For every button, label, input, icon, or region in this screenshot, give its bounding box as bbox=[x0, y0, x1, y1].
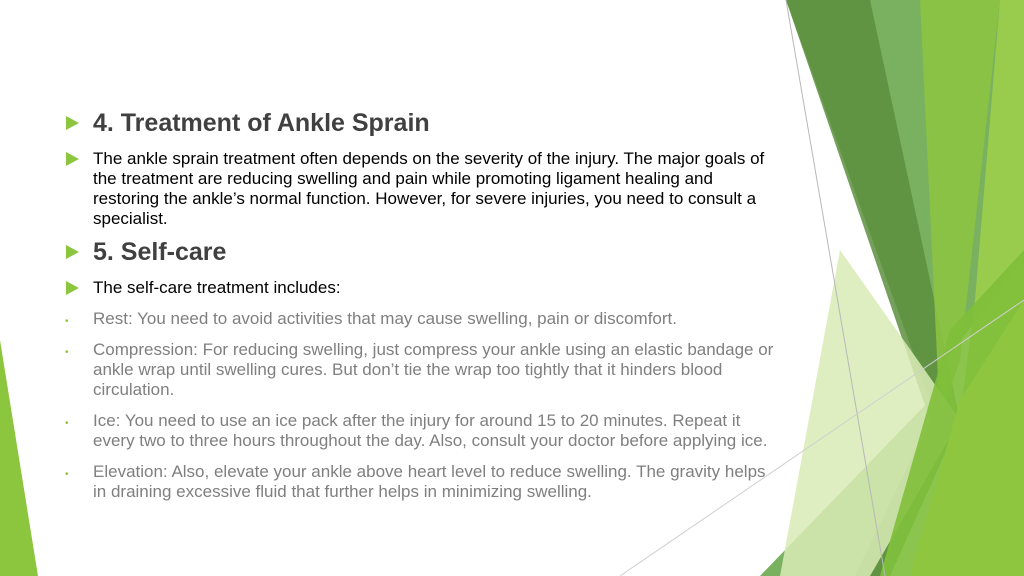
sub-bullet-row bbox=[62, 411, 782, 451]
dot-icon: • bbox=[65, 316, 69, 327]
dot-icon: • bbox=[65, 418, 69, 429]
sub-bullet-text: Ice: You need to use an ice pack after the injury for around 15 to 20 minutes. Repeat it every two to three hours throughout the day. Also, consult your doctor before applying ice. bbox=[93, 411, 768, 450]
play-triangle-icon bbox=[66, 245, 79, 259]
bullet-row bbox=[62, 149, 782, 229]
sub-bullet-row bbox=[62, 462, 782, 502]
bullet-text: The ankle sprain treatment often depends on the severity of the injury. The major goals of the treatment are reducing swelling and pain while promoting ligament healing and restoring the ankle’s normal function. However, for severe injuries, you need to consult a specialist. bbox=[93, 149, 765, 228]
play-triangle-icon bbox=[66, 281, 79, 295]
bullet-row bbox=[62, 278, 782, 298]
sub-bullet-text: Compression: For reducing swelling, just compress your ankle using an elastic bandage or ankle wrap until swelling cures. But don’t tie the wrap too tightly that it hinders blood circulation. bbox=[93, 340, 774, 399]
heading-row bbox=[62, 237, 782, 267]
dot-icon: • bbox=[65, 469, 69, 480]
slide-content bbox=[62, 108, 782, 502]
sub-bullet-row bbox=[62, 309, 782, 329]
heading-row bbox=[62, 108, 782, 138]
bullet-text: The self-care treatment includes: bbox=[93, 278, 341, 297]
sub-bullet-text: Rest: You need to avoid activities that may cause swelling, pain or discomfort. bbox=[93, 309, 677, 328]
section-heading: 4. Treatment of Ankle Sprain bbox=[93, 109, 430, 137]
decor-shape bbox=[0, 340, 38, 576]
play-triangle-icon bbox=[66, 152, 79, 166]
sub-bullet-row bbox=[62, 340, 782, 400]
section-heading: 5. Self-care bbox=[93, 238, 227, 266]
play-triangle-icon bbox=[66, 116, 79, 130]
sub-bullet-text: Elevation: Also, elevate your ankle above heart level to reduce swelling. The gravity helps in draining excessive fluid that further helps in minimizing swelling. bbox=[93, 462, 766, 501]
dot-icon: • bbox=[65, 347, 69, 358]
